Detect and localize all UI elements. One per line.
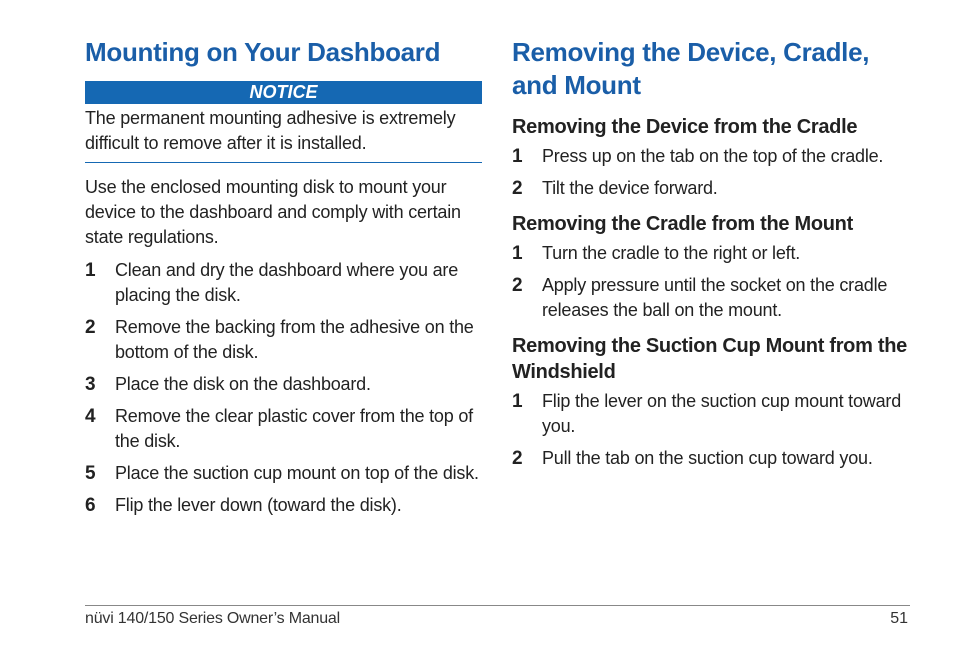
step-text: Tilt the device forward.: [542, 178, 718, 198]
list-item: [512, 176, 912, 201]
right-column: [512, 36, 912, 481]
step-number: 2: [512, 178, 523, 199]
subsection-suction-cup-from-windshield: [512, 333, 912, 471]
footer-divider: [85, 605, 910, 606]
subsection-heading: Removing the Device from the Cradle: [512, 116, 858, 138]
list-item: [85, 404, 482, 454]
steps-list: [512, 144, 912, 201]
list-item: [85, 493, 482, 518]
notice-banner: NOTICE: [85, 81, 482, 104]
step-number: 4: [85, 406, 96, 427]
footer-page-number: 51: [890, 610, 908, 627]
step-number: 1: [512, 146, 523, 167]
step-text: Pull the tab on the suction cup toward you.: [542, 448, 873, 468]
list-item: [85, 315, 482, 365]
step-number: 2: [512, 275, 523, 296]
step-text: Press up on the tab on the top of the cradle.: [542, 146, 884, 166]
step-text: Place the suction cup mount on top of the disk.: [115, 463, 479, 483]
section-title-dashboard: Mounting on Your Dashboard: [85, 37, 441, 67]
step-number: 1: [85, 260, 96, 281]
list-item: [85, 372, 482, 397]
intro-paragraph: Use the enclosed mounting disk to mount your device to the dashboard and comply with certain state regulations.: [85, 177, 461, 247]
step-text: Turn the cradle to the right or left.: [542, 243, 801, 263]
step-text: Remove the backing from the adhesive on the bottom of the disk.: [115, 317, 474, 362]
subsection-heading: Removing the Suction Cup Mount from the Windshield: [512, 335, 907, 383]
subsection-device-from-cradle: [512, 114, 912, 201]
step-number: 1: [512, 243, 523, 264]
left-column: [85, 36, 482, 525]
step-text: Apply pressure until the socket on the cradle releases the ball on the mount.: [542, 275, 888, 320]
step-number: 2: [85, 317, 96, 338]
step-number: 6: [85, 495, 96, 516]
dashboard-steps-list: [85, 258, 482, 518]
list-item: [512, 144, 912, 169]
step-text: Flip the lever on the suction cup mount toward you.: [542, 391, 902, 436]
step-text: Place the disk on the dashboard.: [115, 374, 371, 394]
list-item: [512, 389, 912, 439]
step-text: Remove the clear plastic cover from the top of the disk.: [115, 406, 473, 451]
steps-list: [512, 241, 912, 323]
step-number: 2: [512, 448, 523, 469]
list-item: [85, 258, 482, 308]
step-text: Flip the lever down (toward the disk).: [115, 495, 402, 515]
list-item: [512, 273, 912, 323]
step-number: 3: [85, 374, 96, 395]
step-number: 1: [512, 391, 523, 412]
section-title-removing: Removing the Device, Cradle, and Mount: [512, 37, 870, 100]
steps-list: [512, 389, 912, 471]
subsection-cradle-from-mount: [512, 211, 912, 323]
notice-text: The permanent mounting adhesive is extremely difficult to remove after it is installed.: [85, 104, 482, 163]
step-number: 5: [85, 463, 96, 484]
subsection-heading: Removing the Cradle from the Mount: [512, 213, 853, 235]
step-text: Clean and dry the dashboard where you are placing the disk.: [115, 260, 459, 305]
footer-manual-title: nüvi 140/150 Series Owner’s Manual: [85, 610, 340, 627]
list-item: [85, 461, 482, 486]
list-item: [512, 241, 912, 266]
list-item: [512, 446, 912, 471]
